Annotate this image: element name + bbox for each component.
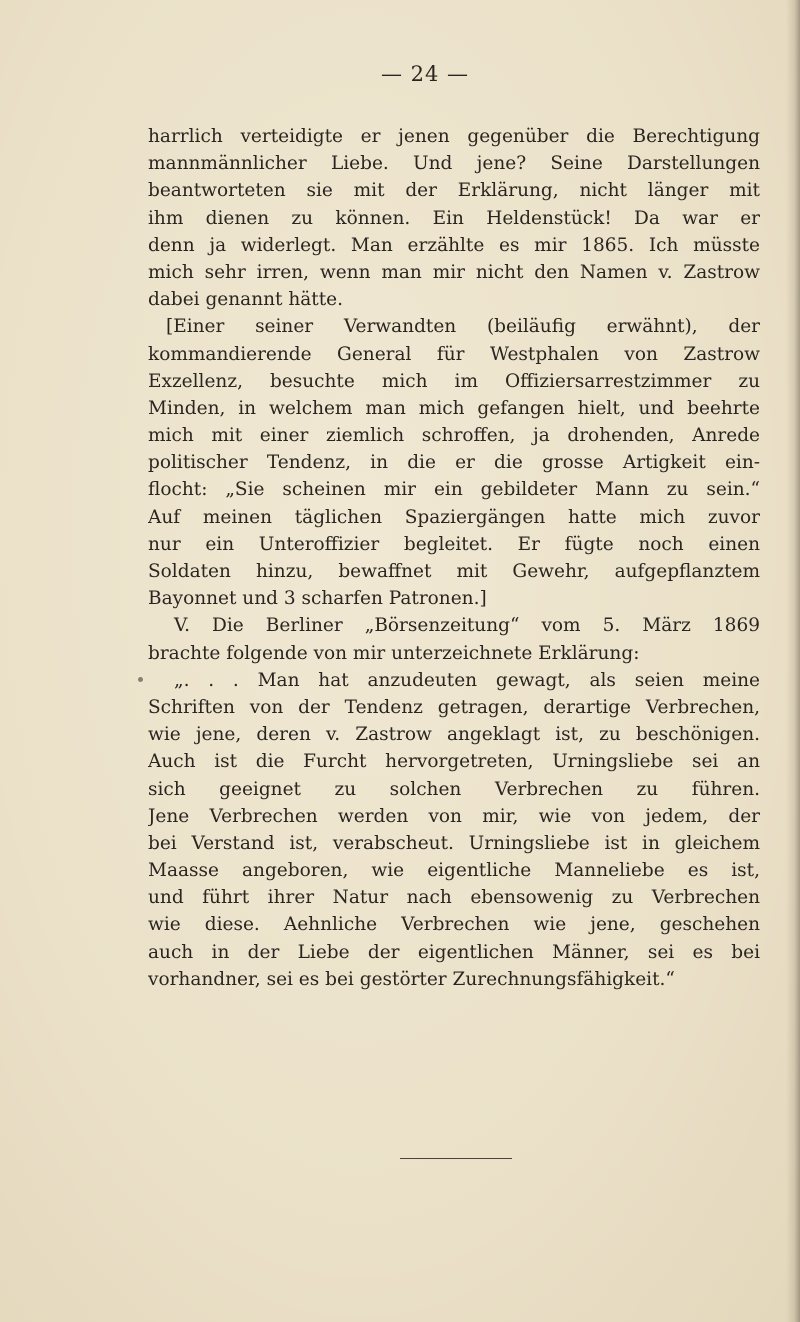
text-line: wie jene, deren v. Zastrow angeklagt ist, zu beschönigen. [148,724,760,746]
page-edge-shadow [786,0,800,1322]
text-line: Soldaten hinzu, bewaffnet mit Gewehr, aufgepflanztem [148,561,760,582]
text-line: beantworteten sie mit der Erklärung, nicht länger mit [148,180,760,202]
text-line: politischer Tendenz, in die er die grosse Artigkeit ein- [148,452,760,474]
text-line: dabei genannt hätte. [148,289,343,311]
text-line: mich sehr irren, wenn man mir nicht den Namen v. Zastrow [148,261,760,283]
text-line: auch in der Liebe der eigentlichen Männer, sei es bei [148,941,760,963]
text-line: vorhandner, sei es bei gestörter Zurechnungsfähigkeit.“ [148,968,675,990]
text-line: Bayonnet und 3 scharfen Patronen.] [148,588,487,610]
text-line: ihm dienen zu können. Ein Heldenstück! Da war er [148,207,760,229]
text-line: Schriften von der Tendenz getragen, derartige Verbrechen, [148,696,760,718]
body-text [148,123,760,993]
text-line: kommandierende General für Westphalen von Zastrow [148,343,760,365]
text-line: [Einer seiner Verwandten (beiläufig erwähnt), der [166,316,760,338]
text-line: Jene Verbrechen werden von mir, wie von jedem, der [148,805,760,827]
text-line: flocht: „Sie scheinen mir ein gebildeter Mann zu sein.“ [148,479,760,501]
text-line: Maasse angeboren, wie eigentliche Manneliebe es ist, [148,860,760,882]
text-line: Exzellenz, besuchte mich im Offiziersarrestzimmer zu [148,370,760,392]
text-line: Auch ist die Furcht hervorgetreten, Urningsliebe sei an [148,751,760,773]
text-line: V. Die Berliner „Börsenzeitung“ vom 5. März 1869 [174,615,760,637]
text-line: Minden, in welchem man mich gefangen hielt, und beehrte [148,397,760,419]
text-line: harrlich verteidigte er jenen gegenüber die Berechtigung [148,126,760,147]
text-line: mannmännlicher Liebe. Und jene? Seine Darstellungen [148,153,760,175]
text-line: nur ein Unteroffizier begleitet. Er fügte noch einen [148,533,760,555]
page-number: — 24 — [380,62,470,86]
margin-mark [138,677,143,682]
text-line: bei Verstand ist, verabscheut. Urningsliebe ist in gleichem [148,832,760,854]
text-line: wie diese. Aehnliche Verbrechen wie jene, geschehen [148,914,760,936]
text-line: mich mit einer ziemlich schroffen, ja drohenden, Anrede [148,425,760,447]
text-line: sich geeignet zu solchen Verbrechen zu führen. [148,778,760,800]
text-line: brachte folgende von mir unterzeichnete Erklärung: [148,642,640,664]
text-line: und führt ihrer Natur nach ebensowenig zu Verbrechen [148,887,760,909]
text-line: Auf meinen täglichen Spaziergängen hatte mich zuvor [148,506,760,528]
text-line: denn ja widerlegt. Man erzählte es mir 1865. Ich müsste [148,234,760,256]
footnote-separator-rule [400,1158,512,1159]
text-line: „. . . Man hat anzudeuten gewagt, als seien meine [174,669,760,691]
